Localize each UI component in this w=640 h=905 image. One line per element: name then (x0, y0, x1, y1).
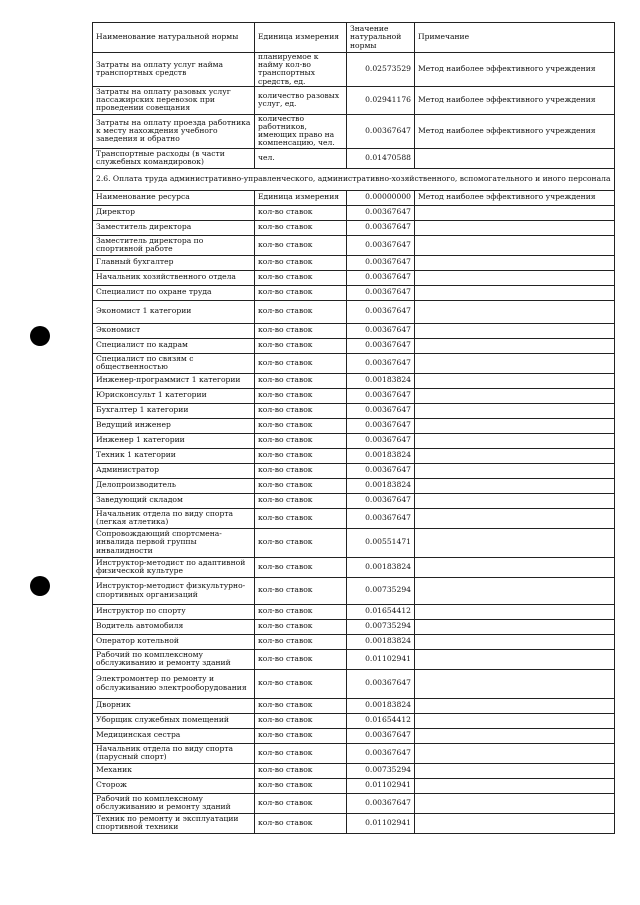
row-unit: кол-во ставок (255, 557, 347, 577)
row-note (415, 728, 615, 743)
row-name: Электромонтер по ремонту и обслуживанию электрооборудования (93, 669, 255, 698)
table-row (93, 649, 615, 669)
row-value: 0.00367647 (347, 114, 415, 148)
section-header-note: Метод наиболее эффективного учреждения (415, 190, 615, 205)
row-name: Инструктор-методист физкультурно-спортивных организаций (93, 577, 255, 604)
row-unit: кол-во ставок (255, 463, 347, 478)
row-name: Инструктор-методист по адаптивной физической культуре (93, 557, 255, 577)
row-unit: кол-во ставок (255, 255, 347, 270)
row-note (415, 813, 615, 833)
row-value: 0.00367647 (347, 493, 415, 508)
row-note (415, 793, 615, 813)
row-name: Затраты на оплату проезда работника к месту нахождения учебного заведения и обратно (93, 114, 255, 148)
row-note (415, 493, 615, 508)
row-name: Заведующий складом (93, 493, 255, 508)
row-note (415, 634, 615, 649)
table-row (93, 323, 615, 338)
row-value: 0.00735294 (347, 619, 415, 634)
table-row (93, 493, 615, 508)
table-row (93, 778, 615, 793)
row-note (415, 763, 615, 778)
row-note (415, 148, 615, 168)
table-row (93, 698, 615, 713)
row-value: 0.00735294 (347, 577, 415, 604)
row-name: Инструктор по спорту (93, 604, 255, 619)
table-row (93, 388, 615, 403)
row-value: 0.00367647 (347, 270, 415, 285)
row-name: Специалист по кадрам (93, 338, 255, 353)
row-value: 0.01102941 (347, 813, 415, 833)
row-unit: кол-во ставок (255, 353, 347, 373)
row-value: 0.00367647 (347, 255, 415, 270)
row-unit: кол-во ставок (255, 285, 347, 300)
row-name: Дворник (93, 698, 255, 713)
table-row (93, 285, 615, 300)
table-row (93, 557, 615, 577)
row-name: Специалист по охране труда (93, 285, 255, 300)
table-row (93, 418, 615, 433)
row-name: Начальник отдела по виду спорта (парусный спорт) (93, 743, 255, 763)
row-note (415, 619, 615, 634)
table-row (93, 669, 615, 698)
table-row (93, 235, 615, 255)
row-unit: кол-во ставок (255, 478, 347, 493)
row-note: Метод наиболее эффективного учреждения (415, 114, 615, 148)
table-row (93, 86, 615, 114)
row-note: Метод наиболее эффективного учреждения (415, 53, 615, 87)
row-note (415, 353, 615, 373)
row-note (415, 713, 615, 728)
row-name: Специалист по связям с общественностью (93, 353, 255, 373)
row-unit: кол-во ставок (255, 418, 347, 433)
row-name: Ведущий инженер (93, 418, 255, 433)
table-row (93, 255, 615, 270)
row-name: Администратор (93, 463, 255, 478)
row-name: Сторож (93, 778, 255, 793)
table-row (93, 403, 615, 418)
row-value: 0.00367647 (347, 669, 415, 698)
row-unit: кол-во ставок (255, 508, 347, 528)
row-value: 0.02573529 (347, 53, 415, 87)
row-unit: кол-во ставок (255, 619, 347, 634)
table-row (93, 528, 615, 557)
section-title-row (93, 168, 615, 190)
row-note (415, 528, 615, 557)
row-note (415, 403, 615, 418)
row-name: Начальник отдела по виду спорта (легкая атлетика) (93, 508, 255, 528)
row-note (415, 418, 615, 433)
row-name: Техник 1 категории (93, 448, 255, 463)
table-row (93, 463, 615, 478)
row-note (415, 338, 615, 353)
row-name: Водитель автомобиля (93, 619, 255, 634)
row-value: 0.02941176 (347, 86, 415, 114)
table-row (93, 114, 615, 148)
table-row (93, 743, 615, 763)
row-unit: кол-во ставок (255, 698, 347, 713)
row-unit: количество разовых услуг, ед. (255, 86, 347, 114)
row-value: 0.00367647 (347, 793, 415, 813)
row-value: 0.01102941 (347, 649, 415, 669)
row-unit: кол-во ставок (255, 323, 347, 338)
row-name: Оператор котельной (93, 634, 255, 649)
row-note (415, 604, 615, 619)
row-value: 0.00183824 (347, 448, 415, 463)
row-unit: чел. (255, 148, 347, 168)
table-row (93, 793, 615, 813)
table-row (93, 728, 615, 743)
row-unit: кол-во ставок (255, 728, 347, 743)
row-value: 0.00367647 (347, 220, 415, 235)
row-note (415, 743, 615, 763)
section-header-unit: Единица измерения (255, 190, 347, 205)
row-value: 0.00367647 (347, 285, 415, 300)
table-row (93, 53, 615, 87)
row-name: Сопровождающий спортсмена-инвалида первой группы инвалидности (93, 528, 255, 557)
row-name: Техник по ремонту и эксплуатации спортивной техники (93, 813, 255, 833)
row-value: 0.00367647 (347, 743, 415, 763)
row-note (415, 235, 615, 255)
header-name: Наименование натуральной нормы (93, 23, 255, 53)
row-unit: кол-во ставок (255, 634, 347, 649)
row-value: 0.00367647 (347, 323, 415, 338)
row-value: 0.00551471 (347, 528, 415, 557)
header-note: Примечание (415, 23, 615, 53)
row-name: Бухгалтер 1 категории (93, 403, 255, 418)
row-value: 0.00367647 (347, 338, 415, 353)
row-unit: кол-во ставок (255, 528, 347, 557)
row-name: Заместитель директора (93, 220, 255, 235)
row-unit: кол-во ставок (255, 669, 347, 698)
table-row (93, 813, 615, 833)
row-note (415, 220, 615, 235)
row-value: 0.00367647 (347, 463, 415, 478)
row-note (415, 698, 615, 713)
table-row (93, 634, 615, 649)
row-name: Затраты на оплату услуг найма транспортных средств (93, 53, 255, 87)
row-unit: кол-во ставок (255, 493, 347, 508)
row-note (415, 448, 615, 463)
row-name: Делопроизводитель (93, 478, 255, 493)
row-value: 0.00183824 (347, 698, 415, 713)
row-name: Инженер 1 категории (93, 433, 255, 448)
row-note: Метод наиболее эффективного учреждения (415, 86, 615, 114)
row-unit: кол-во ставок (255, 763, 347, 778)
row-value: 0.00367647 (347, 508, 415, 528)
table-row (93, 508, 615, 528)
row-value: 0.00367647 (347, 300, 415, 323)
row-note (415, 508, 615, 528)
row-name: Заместитель директора по спортивной работе (93, 235, 255, 255)
row-name: Начальник хозяйственного отдела (93, 270, 255, 285)
table-row (93, 577, 615, 604)
row-unit: кол-во ставок (255, 433, 347, 448)
section-header-value: 0.00000000 (347, 190, 415, 205)
row-name: Рабочий по комплексному обслуживанию и ремонту зданий (93, 649, 255, 669)
row-name: Рабочий по комплексному обслуживанию и ремонту зданий (93, 793, 255, 813)
row-unit: кол-во ставок (255, 373, 347, 388)
row-unit: кол-во ставок (255, 388, 347, 403)
row-unit: кол-во ставок (255, 649, 347, 669)
row-value: 0.00367647 (347, 205, 415, 220)
row-unit: планируемое к найму кол-во транспортных средств, ед. (255, 53, 347, 87)
row-value: 0.00367647 (347, 728, 415, 743)
table-row (93, 338, 615, 353)
row-note (415, 478, 615, 493)
row-note (415, 557, 615, 577)
table-row (93, 300, 615, 323)
row-value: 0.00367647 (347, 388, 415, 403)
row-name: Уборщик служебных помещений (93, 713, 255, 728)
row-unit: кол-во ставок (255, 235, 347, 255)
row-unit: кол-во ставок (255, 743, 347, 763)
table-row (93, 763, 615, 778)
row-value: 0.00367647 (347, 353, 415, 373)
row-value: 0.00367647 (347, 403, 415, 418)
table-row (93, 148, 615, 168)
row-name: Главный бухгалтер (93, 255, 255, 270)
row-note (415, 255, 615, 270)
row-value: 0.00183824 (347, 373, 415, 388)
row-note (415, 433, 615, 448)
row-value: 0.01470588 (347, 148, 415, 168)
row-unit: кол-во ставок (255, 713, 347, 728)
section-title: 2.6. Оплата труда административно-управленческого, административно-хозяйственного, вспомогательного и иного персонала (93, 168, 615, 190)
row-value: 0.00183824 (347, 634, 415, 649)
row-note (415, 270, 615, 285)
row-note (415, 577, 615, 604)
row-value: 0.00367647 (347, 235, 415, 255)
row-unit: кол-во ставок (255, 577, 347, 604)
row-note (415, 285, 615, 300)
row-note (415, 778, 615, 793)
row-unit: кол-во ставок (255, 403, 347, 418)
row-unit: кол-во ставок (255, 220, 347, 235)
row-name: Директор (93, 205, 255, 220)
norms-table-body (93, 23, 615, 834)
row-unit: кол-во ставок (255, 793, 347, 813)
row-value: 0.00735294 (347, 763, 415, 778)
section-header-name: Наименование ресурса (93, 190, 255, 205)
row-note (415, 669, 615, 698)
row-note (415, 649, 615, 669)
row-value: 0.00183824 (347, 557, 415, 577)
row-note (415, 388, 615, 403)
punch-hole-top (30, 326, 50, 346)
row-name: Экономист 1 категории (93, 300, 255, 323)
norms-table (92, 22, 615, 834)
row-unit: кол-во ставок (255, 604, 347, 619)
table-row (93, 448, 615, 463)
section-header-row (93, 190, 615, 205)
row-note (415, 373, 615, 388)
row-value: 0.00183824 (347, 478, 415, 493)
row-unit: кол-во ставок (255, 300, 347, 323)
table-row (93, 205, 615, 220)
table-row (93, 220, 615, 235)
row-value: 0.01102941 (347, 778, 415, 793)
row-note (415, 205, 615, 220)
row-note (415, 463, 615, 478)
header-unit: Единица измерения (255, 23, 347, 53)
punch-hole-bottom (30, 576, 50, 596)
row-name: Юрисконсульт 1 категории (93, 388, 255, 403)
row-unit: кол-во ставок (255, 813, 347, 833)
row-unit: кол-во ставок (255, 778, 347, 793)
row-unit: количество работников, имеющих право на компенсацию, чел. (255, 114, 347, 148)
row-unit: кол-во ставок (255, 205, 347, 220)
table-row (93, 478, 615, 493)
row-unit: кол-во ставок (255, 270, 347, 285)
row-note (415, 300, 615, 323)
table-row (93, 373, 615, 388)
table-row (93, 713, 615, 728)
table-row (93, 604, 615, 619)
row-value: 0.01654412 (347, 713, 415, 728)
row-name: Инженер-программист 1 категории (93, 373, 255, 388)
table-row (93, 433, 615, 448)
row-name: Транспортные расходы (в части служебных командировок) (93, 148, 255, 168)
row-name: Затраты на оплату разовых услуг пассажирских перевозок при проведении совещания (93, 86, 255, 114)
row-value: 0.00367647 (347, 418, 415, 433)
row-value: 0.01654412 (347, 604, 415, 619)
table-row (93, 270, 615, 285)
row-name: Медицинская сестра (93, 728, 255, 743)
row-unit: кол-во ставок (255, 448, 347, 463)
row-name: Механик (93, 763, 255, 778)
table-row (93, 353, 615, 373)
row-value: 0.00367647 (347, 433, 415, 448)
header-value: Значение натуральной нормы (347, 23, 415, 53)
row-name: Экономист (93, 323, 255, 338)
row-note (415, 323, 615, 338)
table-row (93, 619, 615, 634)
row-unit: кол-во ставок (255, 338, 347, 353)
table-header-row (93, 23, 615, 53)
